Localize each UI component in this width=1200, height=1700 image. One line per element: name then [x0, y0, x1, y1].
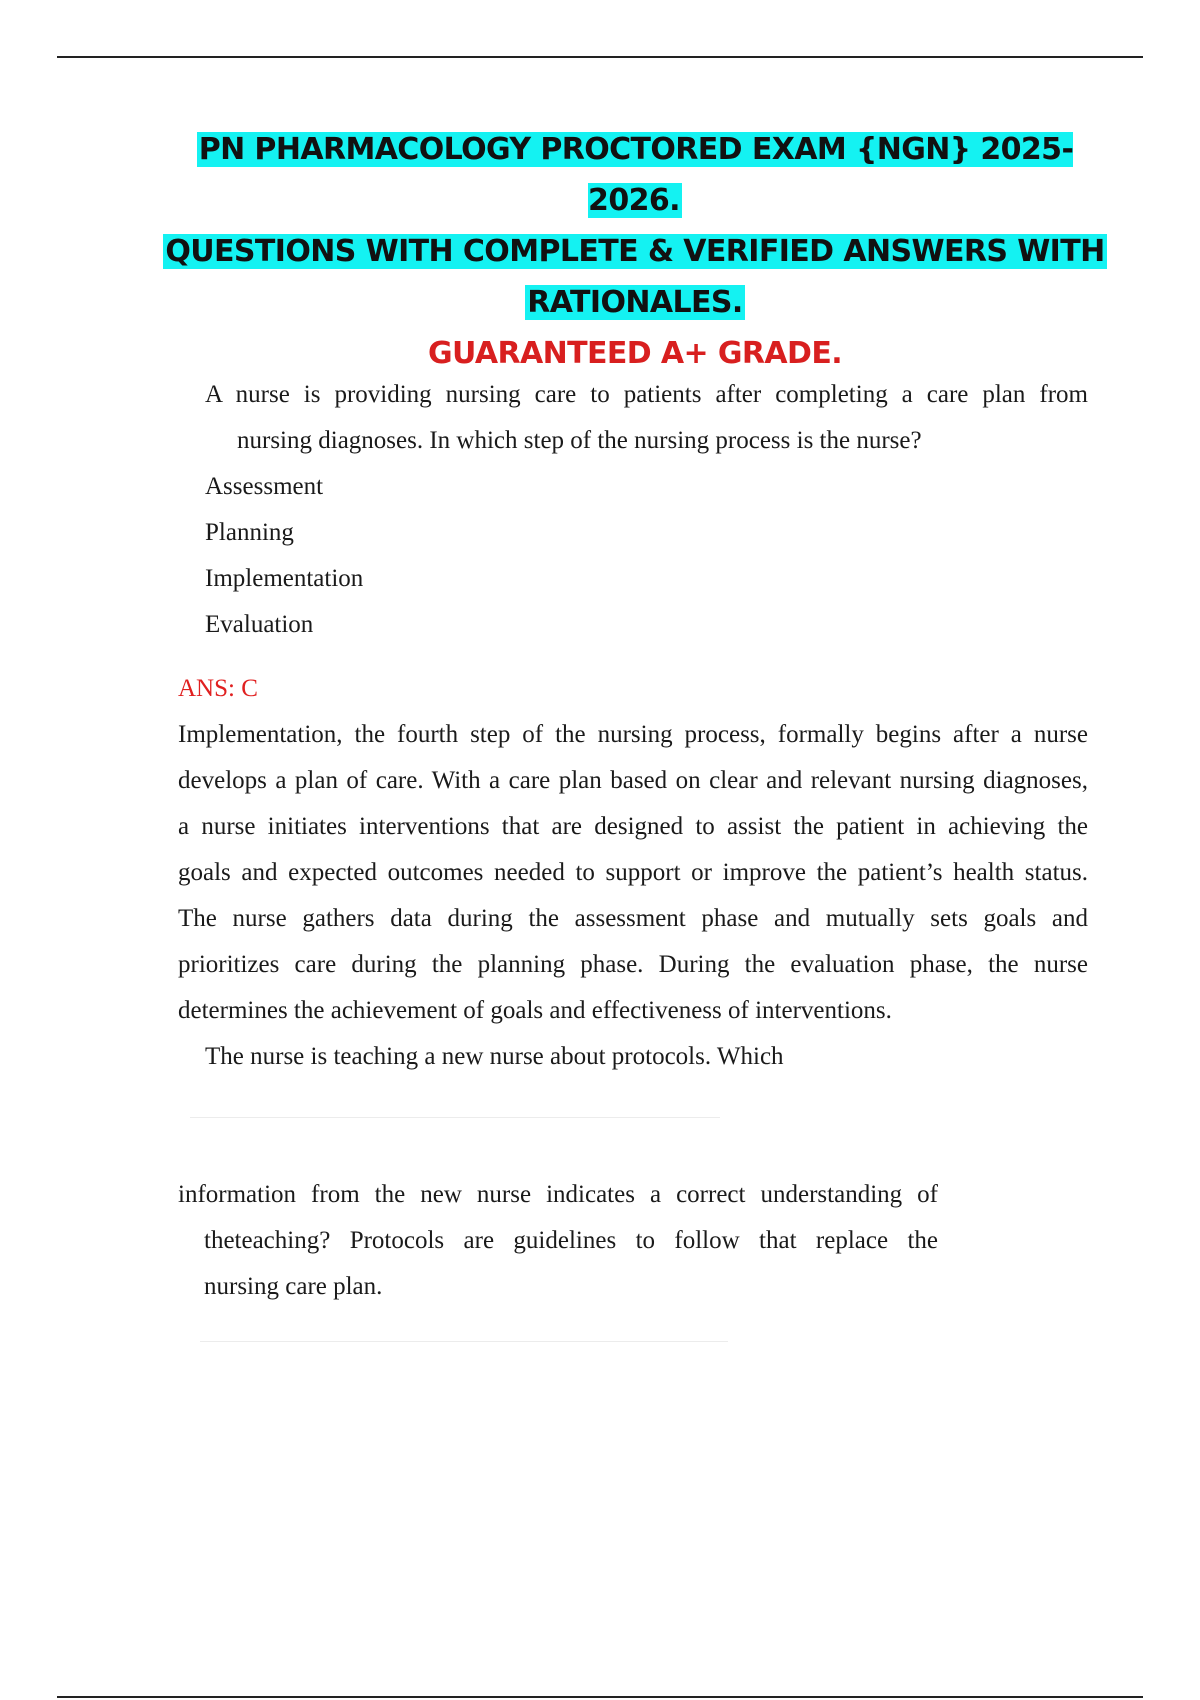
faint-divider-2: [200, 1341, 728, 1342]
rationale-line-6: prioritizes care during the planning phase. During the evaluation phase, the nurse: [178, 951, 1088, 978]
title-line-1: [150, 124, 1120, 226]
rationale-line-4: goals and expected outcomes needed to support or improve the patient’s health status.: [178, 859, 1088, 886]
grade-subtitle: GUARANTEED A+ GRADE.: [427, 336, 843, 371]
rationale-line-2: develops a plan of care. With a care plan based on clear and relevant nursing diagnoses,: [178, 767, 1088, 794]
rationale-line-7: determines the achievement of goals and effectiveness of interventions.: [178, 997, 892, 1024]
question2-stem-line-2: theteaching? Protocols are guidelines to follow that replace the: [204, 1227, 938, 1254]
option-a: Assessment: [205, 473, 324, 500]
document-title-block: [150, 124, 1120, 379]
question2-stem-line-1: information from the new nurse indicates a correct understanding of: [178, 1181, 938, 1208]
title-text-3: RATIONALES.: [527, 285, 743, 320]
question1-stem-line-1: A nurse is providing nursing care to patients after completing a care plan from: [205, 381, 1088, 408]
question2-stem-line-3: nursing care plan.: [204, 1273, 383, 1300]
subtitle-line: [150, 328, 1120, 379]
title-text-1: PN PHARMACOLOGY PROCTORED EXAM {NGN} 2025-2026.: [198, 132, 1074, 218]
answer-label: ANS: C: [178, 675, 258, 702]
rationale-line-1: Implementation, the fourth step of the nursing process, formally begins after a nurse: [178, 721, 1088, 748]
title-line-2: [150, 226, 1120, 277]
option-b: Planning: [205, 519, 294, 546]
question2-stem-start: The nurse is teaching a new nurse about protocols. Which: [205, 1043, 784, 1070]
bottom-border-rule: [57, 1696, 1143, 1698]
faint-divider-1: [190, 1117, 720, 1118]
question1-stem-line-2: nursing diagnoses. In which step of the nursing process is the nurse?: [237, 427, 922, 454]
option-d: Evaluation: [205, 611, 314, 638]
title-line-3: [150, 277, 1120, 328]
title-text-2: QUESTIONS WITH COMPLETE & VERIFIED ANSWERS WITH: [165, 234, 1105, 269]
top-border-rule: [57, 56, 1143, 58]
rationale-line-5: The nurse gathers data during the assessment phase and mutually sets goals and: [178, 905, 1088, 932]
option-c: Implementation: [205, 565, 364, 592]
rationale-line-3: a nurse initiates interventions that are designed to assist the patient in achieving the: [178, 813, 1088, 840]
